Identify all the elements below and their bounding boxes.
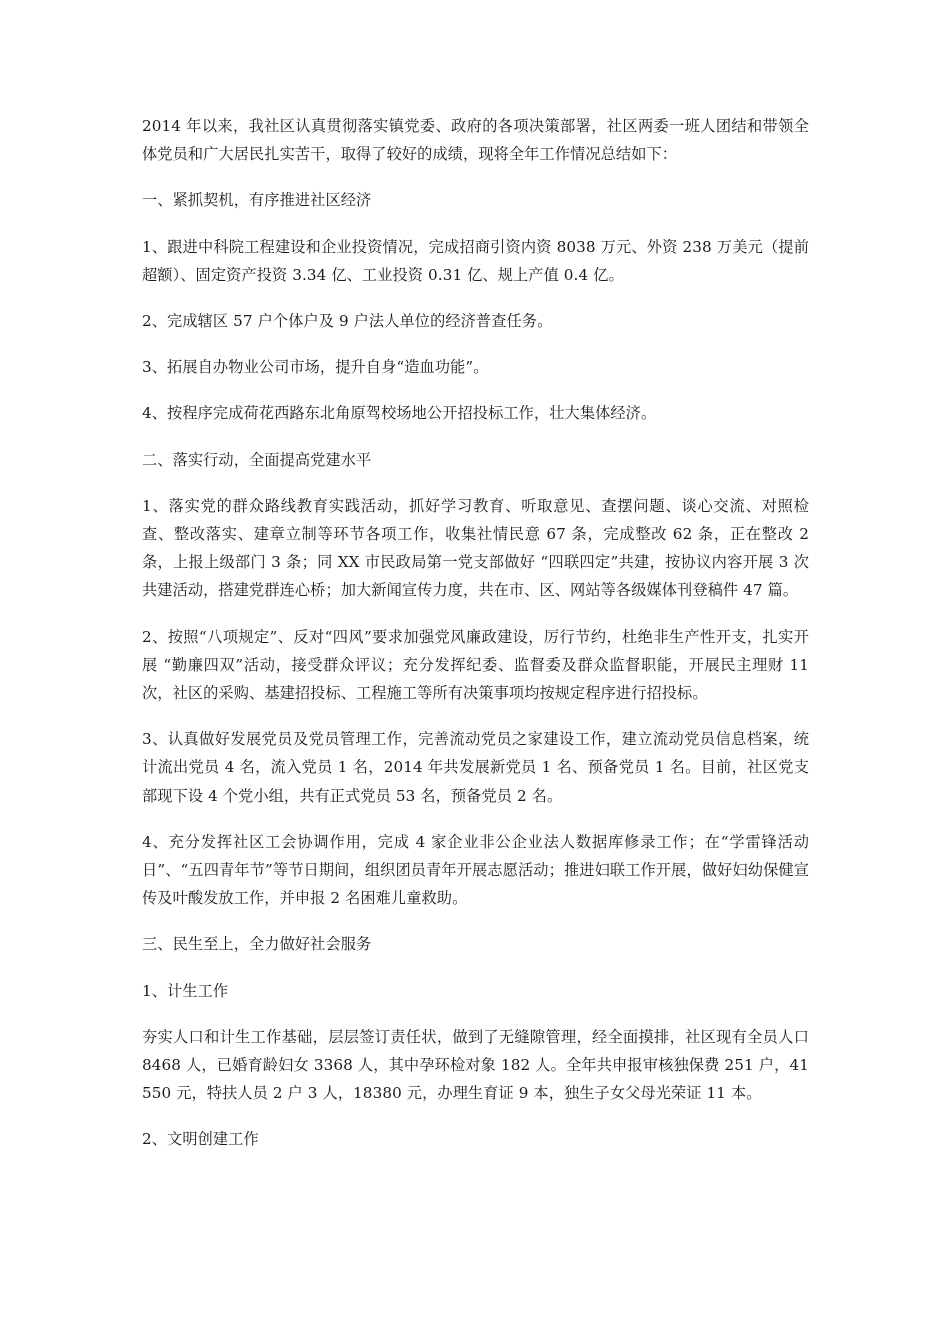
- section-two-item-2: 2、按照“八项规定”、反对“四风”要求加强党风廉政建设，厉行节约，杜绝非生产性开支，扎实开展 “勤廉四双”活动，接受群众评议；充分发挥纪委、监督委及群众监督职能，开展民主理财 11 次，社区的采购、基建招投标、工程施工等所有决策事项均按规定程序进行招投标。: [142, 627, 809, 703]
- section-heading-two: 二、落实行动，全面提高党建水平: [142, 450, 372, 469]
- paragraph-intro: 2014 年以来，我社区认真贯彻落实镇党委、政府的各项决策部署，社区两委一班人团结和带领全体党员和广大居民扎实苦干，取得了较好的成绩，现将全年工作情况总结如下：: [142, 117, 809, 164]
- section-two-item-1: 1、落实党的群众路线教育实践活动，抓好学习教育、听取意见、查摆问题、谈心交流、对照检查、整改落实、建章立制等环节各项工作，收集社情民意 67 条，完成整改 62 条，正在整改 2 条，上报上级部门 3 条；同 XX 市民政局第一党支部做好 “四联四定”共建，按协议内容开展 3 次共建活动，搭建党群连心桥；加大新闻宣传力度，共在市、区、网站等各级媒体刊登稿件 47 篇。: [142, 496, 809, 600]
- section-two-item-3: 3、认真做好发展党员及党员管理工作，完善流动党员之家建设工作，建立流动党员信息档案，统计流出党员 4 名，流入党员 1 名，2014 年共发展新党员 1 名、预备党员 1 名。目前，社区党支部现下设 4 个党小组，共有正式党员 53 名，预备党员 2 名。: [142, 730, 809, 805]
- section-one-item-1: 1、跟进中科院工程建设和企业投资情况，完成招商引资内资 8038 万元、外资 238 万美元（提前超额）、固定资产投资 3.34 亿、工业投资 0.31 亿、规上产值 0.4 亿。: [142, 237, 809, 284]
- section-one-item-3: 3、拓展自办物业公司市场，提升自身“造血功能”。: [142, 358, 489, 377]
- section-three-subheading-2: 2、文明创建工作: [142, 1130, 259, 1149]
- section-two-item-4: 4、充分发挥社区工会协调作用，完成 4 家企业非公企业法人数据库修录工作；在“学雷锋活动日”、“五四青年节”等节日期间，组织团员青年开展志愿活动；推进妇联工作开展，做好妇幼保健宣传及叶酸发放工作，并申报 2 名困难儿童救助。: [142, 832, 809, 908]
- section-heading-three: 三、民生至上，全力做好社会服务: [142, 935, 372, 954]
- document-text-body: [142, 112, 809, 1154]
- section-one-item-4: 4、按程序完成荷花西路东北角原驾校场地公开招投标工作，壮大集体经济。: [142, 404, 657, 423]
- section-three-item-1-body: 夯实人口和计生工作基础，层层签订责任状，做到了无缝隙管理，经全面摸排，社区现有全员人口 8468 人，已婚育龄妇女 3368 人，其中孕环检对象 182 人。全年共申报审核独保费 251 户，41550 元，特扶人员 2 户 3 人，18380 元，办理生育证 9 本，独生子女父母光荣证 11 本。: [142, 1027, 809, 1103]
- section-heading-one: 一、紧抓契机，有序推进社区经济: [142, 191, 372, 210]
- section-three-subheading-1: 1、计生工作: [142, 981, 229, 1000]
- section-one-item-2: 2、完成辖区 57 户个体户及 9 户法人单位的经济普查任务。: [142, 312, 553, 331]
